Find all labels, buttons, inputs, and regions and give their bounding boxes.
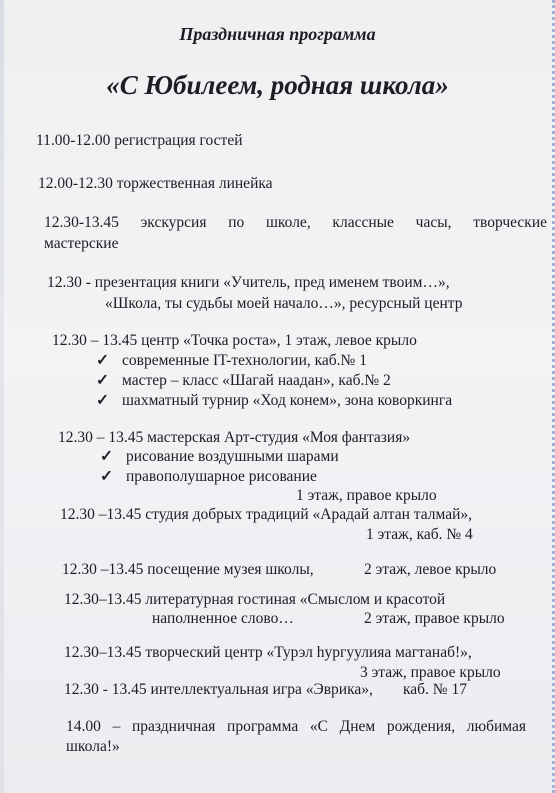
schedule-line-ceremony: 12.00-12.30 торжественная линейка xyxy=(38,175,273,192)
location-text: 1 этаж, каб. № 4 xyxy=(366,526,473,543)
check-mark-icon: ✓ xyxy=(100,448,113,465)
list-item-label: современные IT-технологии, каб.№ 1 xyxy=(122,352,367,369)
schedule-line-celebration: 14.00 – праздничная программа «С Днем рождения, любимая xyxy=(66,718,526,735)
check-mark-icon: ✓ xyxy=(96,392,109,409)
check-mark-icon: ✓ xyxy=(100,468,113,485)
location-text: каб. № 17 xyxy=(403,681,467,698)
location-text: 2 этаж, левое крыло xyxy=(364,561,497,578)
schedule-line-quiz: 12.30 - 13.45 интеллектуальная игра «Эврика», xyxy=(64,681,373,698)
schedule-line-art-studio: 12.30 – 13.45 мастерская Арт-студия «Моя фантазия» xyxy=(58,429,411,446)
list-item xyxy=(96,371,391,391)
list-item-label: мастер – класс «Шагай наадан», каб.№ 2 xyxy=(122,372,391,389)
list-item xyxy=(96,391,452,411)
schedule-line-excursion: 12.30-13.45 экскурсия по школе, классные часы, творческие xyxy=(44,214,547,231)
list-item xyxy=(100,467,317,487)
schedule-line-museum: 12.30 –13.45 посещение музея школы, xyxy=(62,561,314,578)
schedule-line-literary-lounge-cont: наполненное слово… xyxy=(152,610,294,627)
schedule-line-excursion-cont: мастерские xyxy=(44,235,119,252)
schedule-line-creative-center: 12.30–13.45 творческий центр «Турэл һургуулияа магтанаб!», xyxy=(64,644,472,661)
page-subtitle: Праздничная программа xyxy=(179,24,376,44)
location-text: 2 этаж, правое крыло xyxy=(364,610,505,627)
check-mark-icon: ✓ xyxy=(96,352,109,369)
list-item-label: рисование воздушными шарами xyxy=(126,448,339,465)
schedule-line-literary-lounge: 12.30–13.45 литературная гостиная «Смыслом и красотой xyxy=(64,591,446,608)
location-text: 3 этаж, правое крыло xyxy=(360,664,501,681)
list-item xyxy=(96,351,367,371)
schedule-line-celebration-cont: школа!» xyxy=(66,738,120,755)
list-item-label: правополушарное рисование xyxy=(126,468,317,485)
schedule-line-growth-center: 12.30 – 13.45 центр «Точка роста», 1 этаж, левое крыло xyxy=(52,332,417,349)
schedule-line-book-presentation: 12.30 - презентация книги «Учитель, пред именем твоим…», xyxy=(47,274,450,291)
schedule-line-traditions-studio: 12.30 –13.45 студия добрых традиций «Арадай алтан талмай», xyxy=(60,506,472,523)
list-item-label: шахматный турнир «Ход конем», зона коворкинга xyxy=(122,392,453,409)
location-text: 1 этаж, правое крыло xyxy=(296,487,437,504)
page-title: «С Юбилеем, родная школа» xyxy=(106,70,449,100)
schedule-line-registration: 11.00-12.00 регистрация гостей xyxy=(36,132,243,149)
list-item xyxy=(100,447,339,467)
check-mark-icon: ✓ xyxy=(96,372,109,389)
schedule-line-book-presentation-cont: «Школа, ты судьбы моей начало…», ресурсный центр xyxy=(105,295,463,312)
